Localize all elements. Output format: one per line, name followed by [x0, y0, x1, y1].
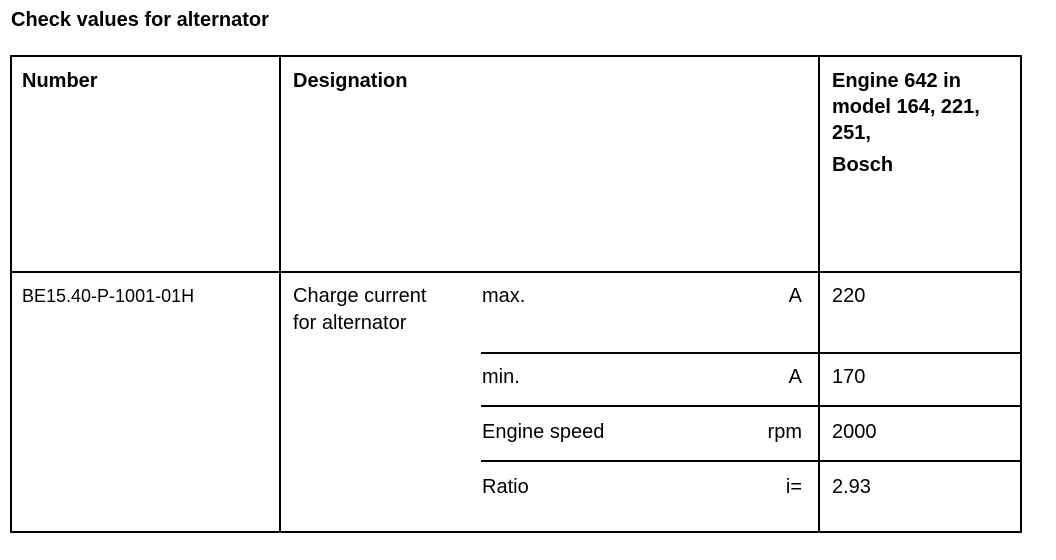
unit-label: i=: [785, 476, 802, 498]
header-engine-line-1: Engine 642 in: [832, 70, 961, 92]
document-title: Check values for alternator: [11, 9, 269, 31]
column-divider-number: [279, 55, 281, 533]
header-row-divider: [10, 271, 1022, 273]
document-number: BE15.40-P-1001-01H: [22, 286, 195, 306]
header-engine-line-2: model 164, 221,: [832, 96, 980, 118]
designation-line-1: Charge current: [293, 285, 427, 307]
value-cell: 2.93: [832, 476, 871, 498]
unit-label: A: [788, 285, 802, 307]
parameter-label: max.: [482, 285, 526, 307]
row-divider-ratio: [481, 460, 1022, 462]
header-engine-line-4: Bosch: [832, 154, 894, 176]
header-designation: Designation: [293, 70, 408, 92]
value-cell: 170: [832, 366, 866, 388]
parameter-label: Engine speed: [482, 421, 605, 443]
value-cell: 220: [832, 285, 866, 307]
row-divider-engine-speed: [481, 405, 1022, 407]
row-divider-min: [481, 352, 1022, 354]
value-cell: 2000: [832, 421, 877, 443]
parameter-label: min.: [482, 366, 520, 388]
unit-label: rpm: [767, 421, 802, 443]
header-engine-line-3: 251,: [832, 122, 871, 144]
designation-line-2: for alternator: [293, 312, 407, 334]
header-number: Number: [22, 70, 98, 92]
unit-label: A: [788, 366, 802, 388]
parameter-label: Ratio: [482, 476, 529, 498]
